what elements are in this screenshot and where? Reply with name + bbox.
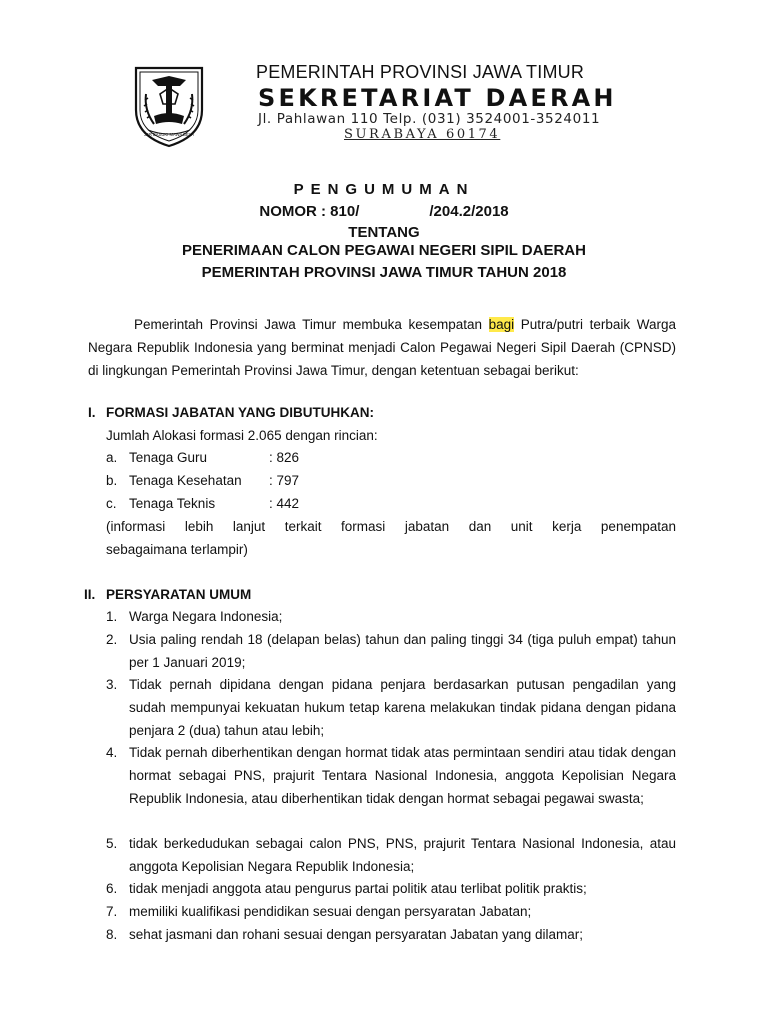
requirement-text: tidak menjadi anggota atau pengurus partai politik atau terlibat politik praktis; bbox=[129, 881, 587, 896]
requirement-number: 5. bbox=[106, 836, 118, 851]
requirement-text: Tidak pernah diberhentikan dengan hormat tidak atas permintaan sendiri atau tidak dengan hormat sebagai PNS, prajurit Tentara Nasional Indonesia, anggota Kepolisian Negara Republik Indonesia, atau diberhentikan tidak dengan hormat sebagai pegawai swasta; bbox=[129, 745, 676, 806]
formation-value: : 826 bbox=[269, 450, 300, 465]
section-2-heading: PERSYARATAN UMUM bbox=[106, 587, 252, 602]
requirement-number: 6. bbox=[106, 881, 118, 896]
formation-note-line-2: sebagaimana terlampir) bbox=[106, 542, 248, 557]
office-city: SURABAYA 60174 bbox=[344, 127, 501, 142]
formation-value: : 797 bbox=[269, 473, 300, 488]
formation-value: : 442 bbox=[269, 496, 300, 511]
intro-text-start: Pemerintah Provinsi Jawa Timur membuka kesempatan bbox=[134, 317, 489, 332]
allocation-text: Jumlah Alokasi formasi 2.065 dengan rincian: bbox=[106, 428, 378, 443]
tentang-label: TENTANG bbox=[348, 224, 420, 241]
number-label: NOMOR : 810/ bbox=[259, 203, 360, 220]
requirement-number: 7. bbox=[106, 904, 118, 919]
intro-paragraph bbox=[88, 313, 676, 382]
requirement-number: 8. bbox=[106, 927, 118, 942]
announcement-number bbox=[0, 203, 768, 220]
formation-letter: b. bbox=[106, 473, 118, 488]
requirement-text: Usia paling rendah 18 (delapan belas) tahun dan paling tinggi 34 (tiga puluh empat) tahun per 1 Januari 2019; bbox=[129, 632, 676, 670]
requirement-text: tidak berkedudukan sebagai calon PNS, PNS, prajurit Tentara Nasional Indonesia, atau anggota Kepolisian Negara Republik Indonesia; bbox=[129, 836, 676, 874]
east-java-crest-icon bbox=[130, 64, 208, 148]
intro-text-end: Putra/putri terbaik Warga Negara Republik Indonesia yang berminat menjadi Calon Pegawai Negeri Sipil Daerah (CPNSD) di lingkungan Pemerintah Provinsi Jawa Timur, dengan ketentuan sebagai berikut: bbox=[88, 317, 677, 378]
requirement-number: 4. bbox=[106, 745, 118, 760]
subject-line-2: PEMERINTAH PROVINSI JAWA TIMUR TAHUN 2018 bbox=[201, 264, 567, 281]
requirement-number: 2. bbox=[106, 632, 118, 647]
formation-label: Tenaga Teknis bbox=[129, 496, 216, 511]
government-name: PEMERINTAH PROVINSI JAWA TIMUR bbox=[256, 62, 585, 82]
requirement-text: Warga Negara Indonesia; bbox=[129, 609, 283, 624]
requirement-text: Tidak pernah dipidana dengan pidana penjara berdasarkan putusan pengadilan yang sudah mempunyai kekuatan hukum tetap karena melakukan tindak pidana dengan pidana penjara 2 (dua) tahun atau lebih; bbox=[129, 677, 676, 738]
requirement-text: memiliki kualifikasi pendidikan sesuai dengan persyaratan Jabatan; bbox=[129, 904, 532, 919]
crest-motto: JER BASUKI MAWA BEYA bbox=[143, 132, 195, 137]
highlighted-word: bagi bbox=[488, 317, 515, 332]
formation-note-line-1: (informasi lebih lanjut terkait formasi jabatan dan unit kerja penempatan bbox=[106, 519, 676, 534]
section-2-number: II. bbox=[84, 587, 96, 602]
formation-letter: c. bbox=[106, 496, 117, 511]
section-1-number: I. bbox=[88, 405, 96, 420]
requirement-number: 3. bbox=[106, 677, 118, 692]
requirement-text: sehat jasmani dan rohani sesuai dengan persyaratan Jabatan yang dilamar; bbox=[129, 927, 584, 942]
subject-line-1: PENERIMAAN CALON PEGAWAI NEGERI SIPIL DAERAH bbox=[182, 242, 586, 259]
number-suffix: /204.2/2018 bbox=[429, 203, 509, 220]
office-name: SEKRETARIAT DAERAH bbox=[258, 84, 617, 112]
office-address: Jl. Pahlawan 110 Telp. (031) 3524001-3524011 bbox=[258, 111, 601, 127]
formation-label: Tenaga Kesehatan bbox=[129, 473, 242, 488]
requirement-number: 1. bbox=[106, 609, 118, 624]
announcement-title: PENGUMUMAN bbox=[293, 181, 475, 198]
formation-label: Tenaga Guru bbox=[129, 450, 208, 465]
section-1-heading: FORMASI JABATAN YANG DIBUTUHKAN: bbox=[106, 405, 375, 420]
formation-letter: a. bbox=[106, 450, 118, 465]
